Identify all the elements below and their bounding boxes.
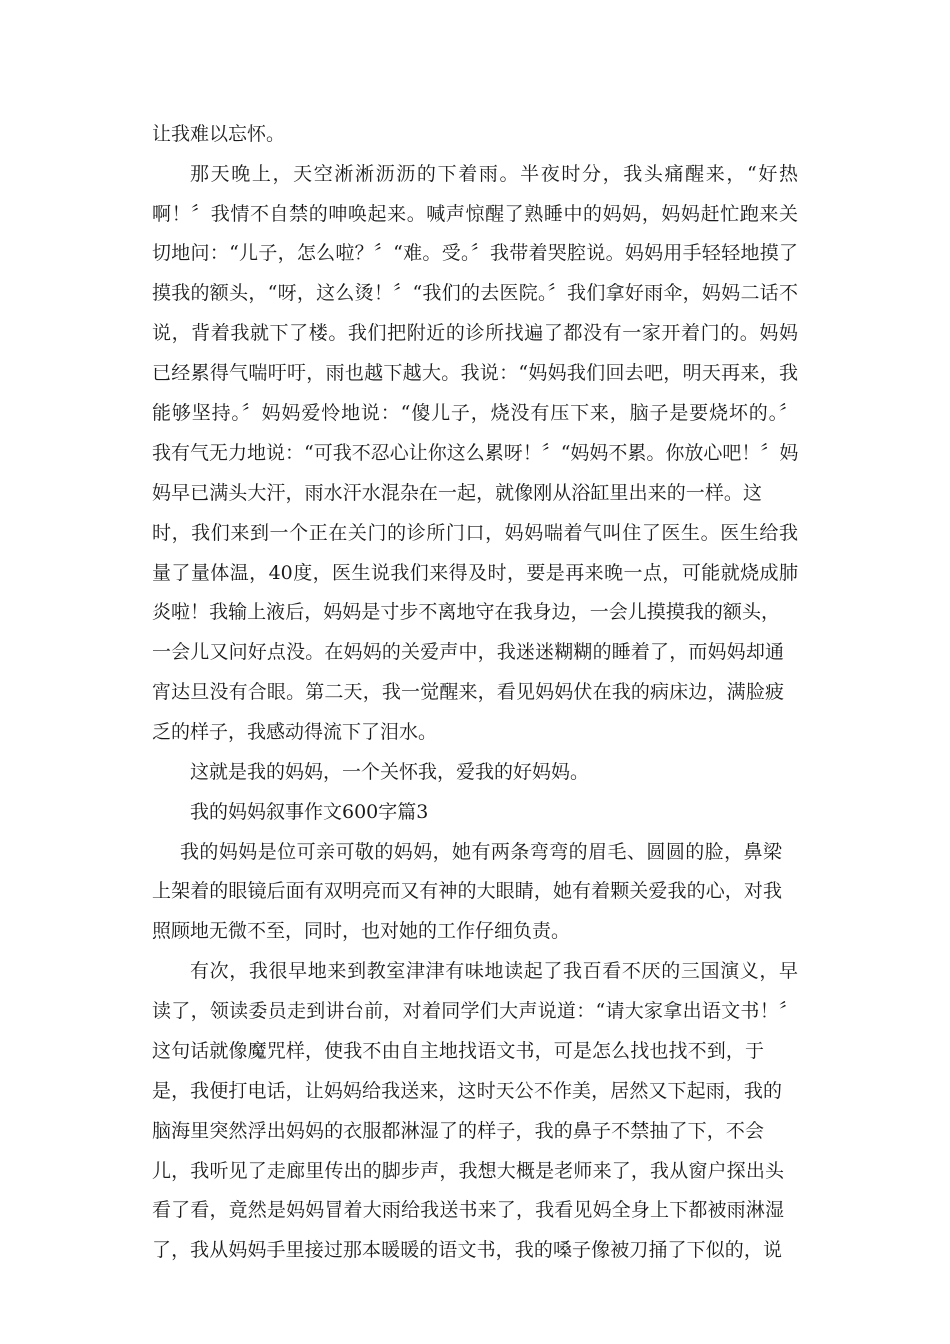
text-line: 能够坚持。〞妈妈爱怜地说：“傻儿子，烧没有压下来，脑子是要烧坏的。〞 bbox=[152, 402, 798, 424]
paragraph-start-line: 那天晚上，天空淅淅沥沥的下着雨。半夜时分，我头痛醒来，“好热 bbox=[190, 163, 798, 185]
text-line: 是，我便打电话，让妈妈给我送来，这时天公不作美，居然又下起雨，我的 bbox=[152, 1080, 782, 1102]
paragraph-start-line: 有次，我很早地来到教室津津有味地读起了我百看不厌的三国演义，早 bbox=[190, 960, 798, 982]
text-line: 照顾地无微不至，同时，也对她的工作仔细负责。 bbox=[152, 920, 571, 942]
paragraph-start-line: 我的妈妈是位可亲可敬的妈妈，她有两条弯弯的眉毛、圆圆的脸，鼻梁 bbox=[180, 841, 782, 863]
section-heading: 我的妈妈叙事作文600字篇3 bbox=[190, 801, 429, 823]
text-line: 切地问：“儿子，怎么啦？〞“难。受。〞我带着哭腔说。妈妈用手轻轻地摸了 bbox=[152, 242, 798, 264]
text-line: 让我难以忘怀。 bbox=[152, 123, 286, 145]
text-line: 已经累得气喘吁吁，雨也越下越大。我说：“妈妈我们回去吧，明天再来，我 bbox=[152, 362, 798, 384]
text-line: 时，我们来到一个正在关门的诊所门口，妈妈喘着气叫住了医生。医生给我 bbox=[152, 522, 798, 544]
text-line: 了，我从妈妈手里接过那本暖暖的语文书，我的嗓子像被刀捅了下似的，说 bbox=[152, 1239, 782, 1261]
text-line: 炎啦！我输上液后，妈妈是寸步不离地守在我身边，一会儿摸摸我的额头， bbox=[152, 601, 780, 623]
text-line: 上架着的眼镜后面有双明亮而又有神的大眼睛，她有着颗关爱我的心，对我 bbox=[152, 880, 782, 902]
text-line: 一会儿又问好点没。在妈妈的关爱声中，我迷迷糊糊的睡着了，而妈妈却通 bbox=[152, 641, 784, 663]
text-line: 说，背着我就下了楼。我们把附近的诊所找遍了都没有一家开着门的。妈妈 bbox=[152, 322, 798, 344]
text-line: 妈早已满头大汗，雨水汗水混杂在一起，就像刚从浴缸里出来的一样。这 bbox=[152, 482, 762, 504]
paragraph-start-line: 这就是我的妈妈，一个关怀我，爱我的好妈妈。 bbox=[190, 761, 590, 783]
text-line: 看了看，竟然是妈妈冒着大雨给我送书来了，我看见妈全身上下都被雨淋湿 bbox=[152, 1199, 784, 1221]
text-line: 摸我的额头，“呀，这么烫！〞“我们的去医院。〞我们拿好雨伞，妈妈二话不 bbox=[152, 282, 798, 304]
text-line: 这句话就像魔咒样，使我不由自主地找语文书，可是怎么找也找不到，于 bbox=[152, 1040, 764, 1062]
text-line: 宵达旦没有合眼。第二天，我一觉醒来，看见妈妈伏在我的病床边，满脸疲 bbox=[152, 681, 784, 703]
text-line: 读了，领读委员走到讲台前，对着同学们大声说道：“请大家拿出语文书！〞 bbox=[152, 1000, 798, 1022]
text-line: 我有气无力地说：“可我不忍心让你这么累呀！〞“妈妈不累。你放心吧！〞妈 bbox=[152, 442, 799, 464]
text-line: 啊！〞我情不自禁的呻唤起来。喊声惊醒了熟睡中的妈妈，妈妈赶忙跑来关 bbox=[152, 203, 798, 225]
text-line: 脑海里突然浮出妈妈的衣服都淋湿了的样子，我的鼻子不禁抽了下，不会 bbox=[152, 1120, 764, 1142]
text-line: 儿，我听见了走廊里传出的脚步声，我想大概是老师来了，我从窗户探出头 bbox=[152, 1160, 784, 1182]
text-line: 量了量体温，40度，医生说我们来得及时，要是再来晚一点，可能就烧成肺 bbox=[152, 562, 798, 584]
text-line: 乏的样子，我感动得流下了泪水。 bbox=[152, 721, 438, 743]
